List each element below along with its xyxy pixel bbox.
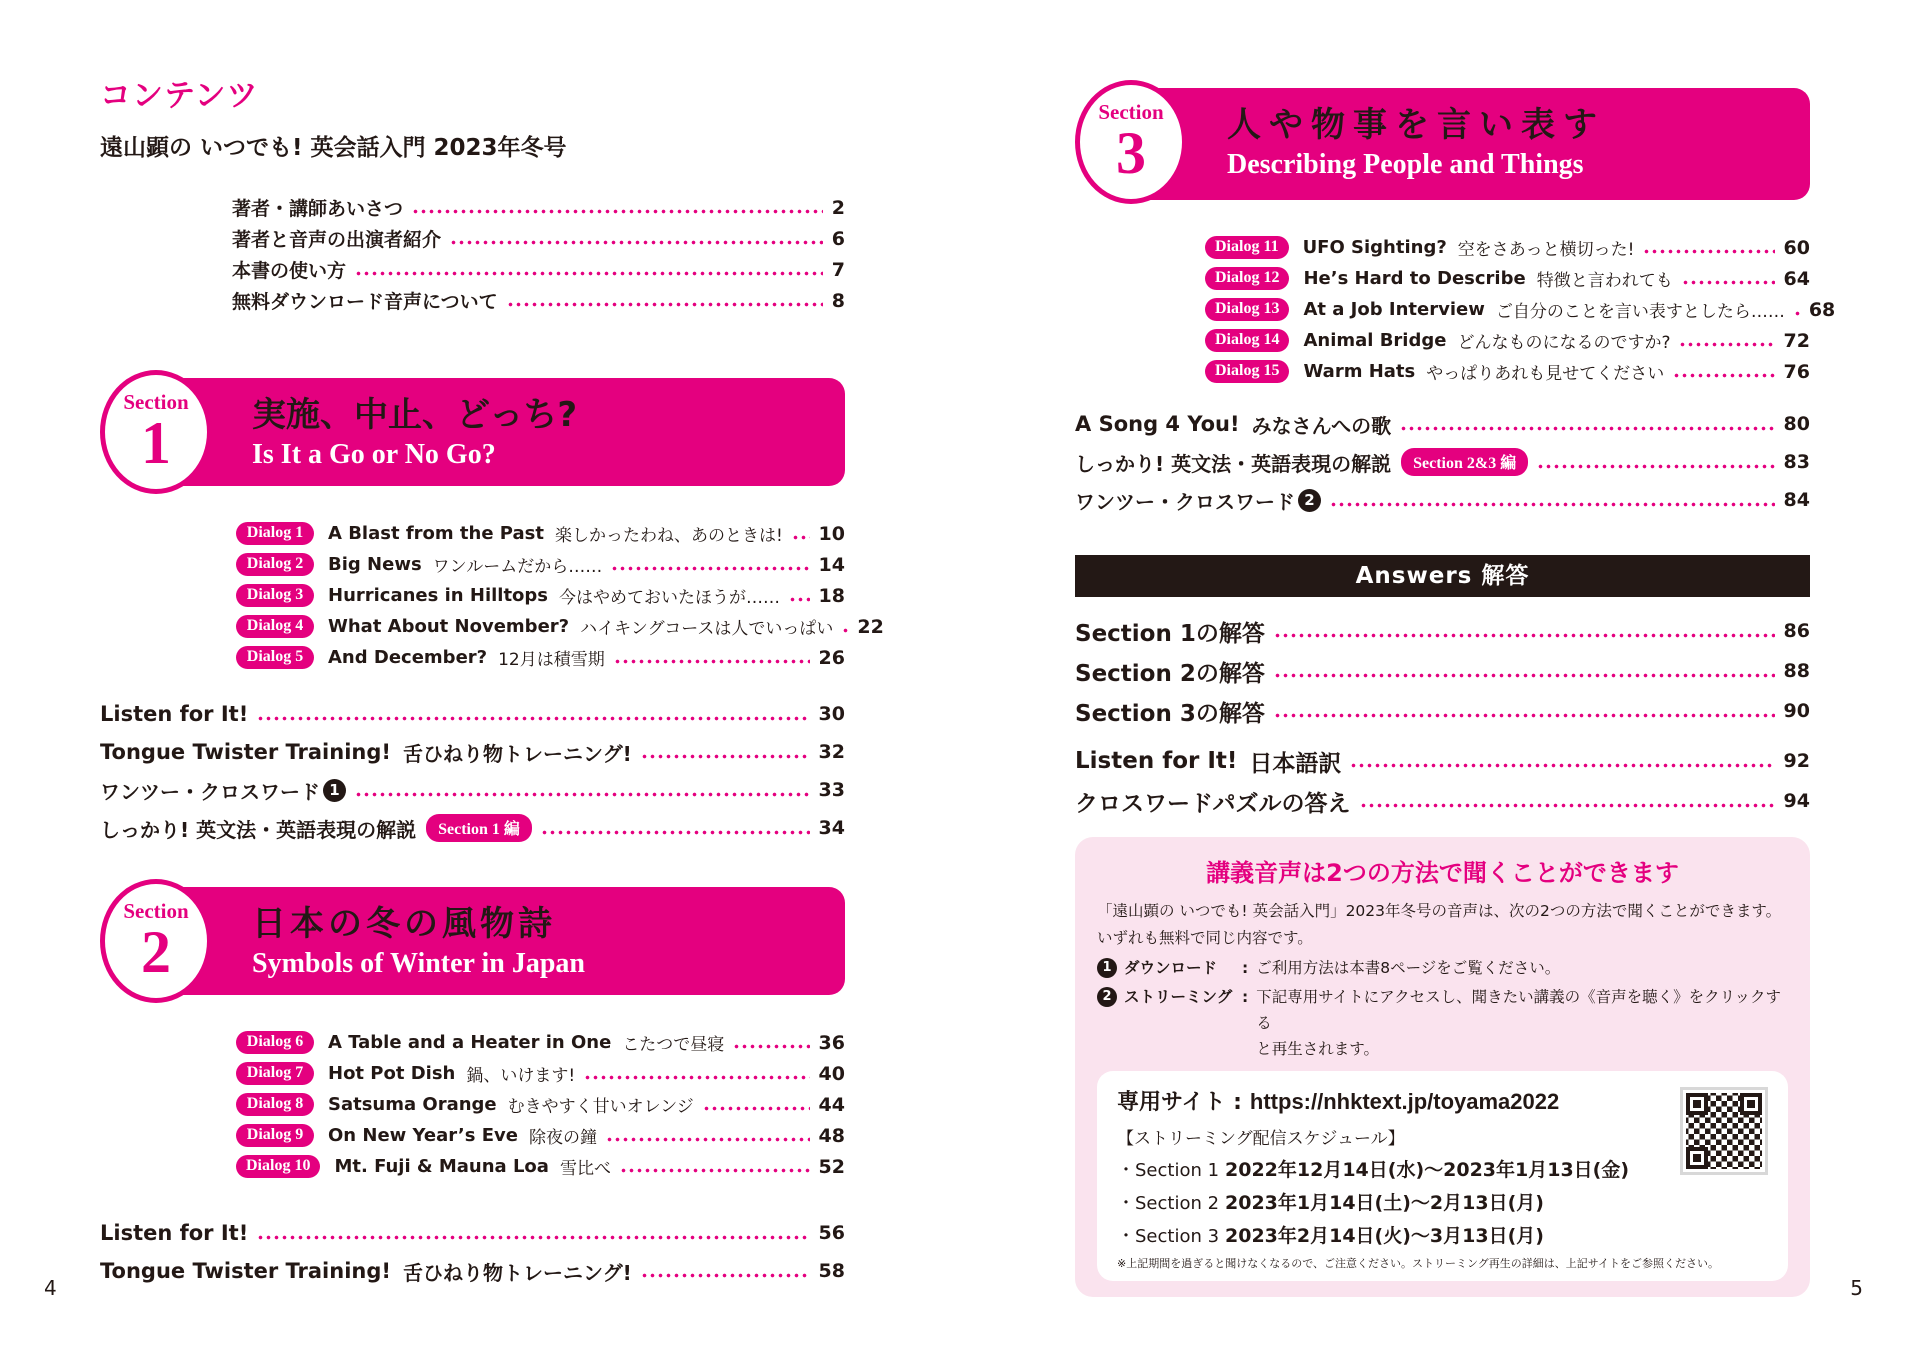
toc-entry-dialog [236,1027,845,1058]
dotted-leader [641,1272,810,1279]
toc-entry-dialog [1205,263,1810,294]
audio-method-download [1097,955,1788,981]
dialog-subtitle: 除夜の鐘 [528,1128,597,1148]
schedule-label: ・Section 3 [1117,1226,1220,1247]
entry-label-ja: 日本語訳 [1249,750,1342,777]
page-ref: 6 [831,227,845,250]
audio-body-line: いずれも無料で同じ内容です。 [1097,929,1313,947]
page-ref: 72 [1783,329,1810,352]
toc-entry [1075,443,1810,481]
schedule-row [1117,1221,1768,1248]
toc-entry [100,771,845,809]
toc-entry-dialog [1205,356,1810,387]
dialog-subtitle: 空をさあっと横切った! [1457,240,1635,260]
folio-right: 5 [1850,1276,1863,1300]
method-text: ご利用方法は本書8ページをご覧ください。 [1256,959,1561,977]
page-ref: 86 [1783,620,1810,642]
section-title-ja: 実施、中止、どっち? [252,395,578,435]
page-ref: 58 [818,1260,845,1282]
schedule-range: 2022年12月14日(水)〜2023年1月13日(金) [1225,1159,1630,1181]
site-label: 専用サイト : [1117,1090,1242,1115]
toc-entry-dialog [236,518,845,549]
page-ref: 8 [831,289,845,312]
dialog-badge: Dialog 7 [236,1062,314,1085]
section-title-ja: 人や物事を言い表す [1227,105,1605,145]
entry-label-ja: みなさんへの歌 [1251,413,1392,438]
dialog-title: Warm Hats [1303,361,1416,382]
dotted-leader [614,658,810,665]
toc-entry-dialog [236,549,845,580]
dotted-leader [703,1105,810,1112]
toc-entry [232,223,845,254]
section-3-dialog-list [1205,232,1836,387]
entry-label: Section 2の解答 [1075,660,1265,687]
entry-label: Tongue Twister Training! [100,740,391,764]
section-number: 3 [1116,120,1146,186]
toc-entry-dialog [236,1151,845,1182]
audio-box-body [1097,898,1788,952]
method-label: ストリーミング [1124,988,1233,1006]
page-ref: 18 [818,584,845,607]
dialog-badge: Dialog 11 [1205,236,1289,259]
section-title-en: Is It a Go or No Go? [252,439,496,470]
book-title: 遠山顕の いつでも! 英会話入門 2023年冬号 [100,135,567,161]
section-2-banner [100,887,845,995]
dialog-title: What About November? [328,616,570,637]
page-ref: 33 [818,779,845,801]
entry-label: ワンツー・クロスワード [100,779,320,804]
dotted-leader [541,829,810,836]
toc-entry-dialog [1205,294,1836,325]
site-line [1117,1085,1768,1116]
toc-entry [232,192,845,223]
entry-label: しっかり! 英文法・英語表現の解説 [100,817,417,842]
section-number-badge [100,370,212,494]
answers-header: Answers 解答 [1075,555,1810,597]
toc-entry [1075,741,1810,781]
front-matter-list [232,192,845,316]
dialog-title: And December? [328,647,488,668]
left-page-column [100,70,884,1290]
page-ref: 90 [1783,700,1810,722]
section-number-badge [100,879,212,1003]
dialog-title: UFO Sighting? [1302,237,1447,258]
entry-label-ja: 舌ひねり物トレーニング! [402,741,632,766]
schedule-row [1117,1188,1768,1215]
entry-label: クロスワードパズルの答え [1075,790,1351,817]
page-ref: 7 [831,258,845,281]
dialog-title: On New Year’s Eve [328,1125,518,1146]
section-number-badge [1075,80,1187,204]
entry-label: Listen for It! [100,1221,249,1245]
toc-entry [232,285,845,316]
dialog-subtitle: こたつで昼寝 [622,1035,725,1055]
dotted-leader [507,301,823,308]
dialog-badge: Dialog 8 [236,1093,314,1116]
dotted-leader [1643,248,1774,255]
dotted-leader [450,239,823,246]
translation-list [1075,741,1810,821]
method-text-line: 下記専用サイトにアクセスし、聞きたい講義の《音声を聴く》をクリックする [1256,988,1782,1032]
page-ref: 32 [818,741,845,763]
dialog-subtitle: ハイキングコースは人でいっぱい [580,619,834,639]
dialog-badge: Dialog 13 [1205,298,1289,321]
toc-entry-dialog [236,1089,845,1120]
dotted-leader [1274,672,1775,679]
toc-entry-dialog [236,580,845,611]
circled-number-icon: 2 [1298,489,1321,512]
dialog-subtitle: 雪比べ [559,1159,611,1179]
audio-method-streaming [1097,984,1788,1062]
toc-entry [1075,611,1810,651]
section-1-banner [100,378,845,486]
schedule-range: 2023年1月14日(土)〜2月13日(月) [1225,1192,1544,1214]
section-title-en: Describing People and Things [1227,149,1584,180]
page-ref: 76 [1783,360,1810,383]
page-ref: 44 [818,1093,845,1116]
page-ref: 92 [1783,750,1810,772]
dotted-leader [1400,425,1774,432]
toc-entry [100,809,845,847]
toc-entry [100,1252,845,1290]
circled-number-icon: 2 [1097,987,1117,1007]
dialog-title: Big News [328,554,422,575]
page-ref: 83 [1783,451,1810,473]
page-ref: 36 [818,1031,845,1054]
page-ref: 34 [818,817,845,839]
dialog-badge: Dialog 5 [236,646,314,669]
site-url[interactable]: https://nhktext.jp/toyama2022 [1249,1089,1560,1114]
streaming-site-box [1097,1071,1788,1281]
section-titles [252,896,585,980]
schedule-title: 【ストリーミング配信スケジュール】 [1117,1129,1405,1149]
page-ref: 80 [1783,413,1810,435]
method-text [1256,984,1788,1062]
page-ref: 14 [818,553,845,576]
dialog-badge: Dialog 2 [236,553,314,576]
dotted-leader [257,1234,809,1241]
dialog-subtitle: 特徴と言われても [1536,271,1673,291]
dotted-leader [1794,310,1800,317]
circled-number-icon: 1 [323,779,346,802]
schedule-range: 2023年2月14日(火)〜3月13日(月) [1225,1225,1544,1247]
section-titles [252,387,577,471]
dialog-subtitle: ワンルームだから…… [432,557,603,577]
dialog-title: Hurricanes in Hilltops [328,585,549,606]
dotted-leader [355,791,810,798]
dotted-leader [584,1074,809,1081]
toc-entry [1075,781,1810,821]
dialog-subtitle: 今はやめておいたほうが…… [559,588,781,608]
page-ref: 48 [818,1124,845,1147]
section-2-dialog-list [236,1027,845,1182]
dialog-title: A Blast from the Past [328,523,544,544]
section-word: Section [123,899,189,923]
page-ref: 94 [1783,790,1810,812]
dotted-leader [789,596,810,603]
method-label: ダウンロード [1124,959,1218,977]
toc-entry [100,695,845,733]
page-ref: 10 [818,522,845,545]
dotted-leader [1537,463,1774,470]
right-page-column [1075,60,1836,1297]
page-ref: 56 [818,1222,845,1244]
dotted-leader [1360,802,1775,809]
page-ref: 52 [818,1155,845,1178]
dialog-subtitle: 楽しかったわね、あのときは! [554,526,783,546]
toc-entry [100,733,845,771]
dotted-leader [1274,632,1775,639]
dotted-leader [611,565,809,572]
page-ref: 88 [1783,660,1810,682]
section-title-ja: 日本の冬の風物詩 [252,904,556,944]
section-titles [1227,97,1605,181]
dotted-leader [1679,341,1774,348]
entry-label: Tongue Twister Training! [100,1259,391,1283]
page-ref: 84 [1783,489,1810,511]
dialog-subtitle: やっぱりあれも見せてください [1426,364,1665,384]
section-3-extras [1075,405,1810,519]
page-ref: 40 [818,1062,845,1085]
schedule-label: ・Section 1 [1117,1160,1220,1181]
page-ref: 22 [857,615,884,638]
entry-label: Listen for It! [1075,748,1238,774]
toc-entry [1075,481,1810,519]
entry-label: 著者・講師あいさつ [232,198,404,220]
toc-entry [1075,651,1810,691]
dotted-leader [1330,501,1775,508]
dialog-title: Animal Bridge [1303,330,1447,351]
dialog-badge: Dialog 9 [236,1124,314,1147]
qr-finder-icon [1686,1147,1708,1169]
audio-info-box [1075,837,1810,1297]
dotted-leader [606,1136,810,1143]
section-1-extras [100,695,845,847]
section-word: Section [1098,100,1164,124]
section-number: 1 [141,410,171,476]
section-edition-badge: Section 1 編 [426,814,532,842]
method-colon: : [1242,988,1249,1006]
toc-entry-dialog [1205,325,1810,356]
page-ref: 64 [1783,267,1810,290]
dialog-title: A Table and a Heater in One [328,1032,612,1053]
section-1-dialog-list [236,518,884,673]
dialog-badge: Dialog 10 [236,1155,320,1178]
dialog-title: Satsuma Orange [328,1094,497,1115]
entry-label: A Song 4 You! [1075,412,1240,436]
schedule-row [1117,1155,1768,1182]
schedule-note: ※上記期間を過ぎると聞けなくなるので、ご注意ください。ストリーミング再生の詳細は、上記サイトをご参照ください。 [1117,1257,1720,1270]
section-number: 2 [141,919,171,985]
circled-number-icon: 1 [1097,958,1117,978]
answers-list [1075,611,1810,731]
page-title: コンテンツ [100,78,259,114]
entry-label: Section 3の解答 [1075,700,1265,727]
page-ref: 2 [831,196,845,219]
page-ref: 68 [1808,298,1836,321]
entry-label: ワンツー・クロスワード [1075,489,1295,514]
toc-entry-dialog [236,1120,845,1151]
section-word: Section [123,390,189,414]
schedule-label: ・Section 2 [1117,1193,1220,1214]
entry-label: 無料ダウンロード音声について [232,291,498,313]
dotted-leader [355,270,823,277]
dialog-subtitle: どんなものになるのですか? [1457,333,1671,353]
dotted-leader [842,627,848,634]
section-2-extras [100,1214,845,1290]
toc-entry [1075,405,1810,443]
audio-box-title: 講義音声は2つの方法で聞くことができます [1206,859,1679,887]
dotted-leader [257,715,809,722]
dotted-leader [1350,762,1774,769]
dialog-title: At a Job Interview [1303,299,1485,320]
dialog-badge: Dialog 3 [236,584,314,607]
toc-entry [100,1214,845,1252]
toc-entry-dialog [236,611,884,642]
entry-label-ja: 舌ひねり物トレーニング! [402,1260,632,1285]
page-ref: 30 [818,703,845,725]
dialog-badge: Dialog 4 [236,615,314,638]
toc-entry-dialog [236,1058,845,1089]
section-title-en: Symbols of Winter in Japan [252,948,585,979]
qr-code-icon [1680,1087,1768,1175]
dialog-title: He’s Hard to Describe [1303,268,1526,289]
dialog-subtitle: 12月は積雪期 [498,650,605,670]
page-ref: 26 [818,646,845,669]
dotted-leader [1682,279,1775,286]
dialog-subtitle: むきやすく甘いオレンジ [507,1097,694,1117]
dialog-badge: Dialog 12 [1205,267,1289,290]
method-colon: : [1242,959,1249,977]
entry-label: しっかり! 英文法・英語表現の解説 [1075,451,1392,476]
toc-entry-dialog [236,642,845,673]
page-ref: 60 [1783,236,1810,259]
entry-label: Listen for It! [100,702,249,726]
entry-label: Section 1の解答 [1075,620,1265,647]
section-3-banner [1075,88,1810,200]
section-edition-badge: Section 2&3 編 [1401,448,1528,476]
dotted-leader [1673,372,1774,379]
dialog-subtitle: ご自分のことを言い表すとしたら…… [1495,302,1785,322]
toc-entry [1075,691,1810,731]
dotted-leader [620,1167,810,1174]
toc-entry-dialog [1205,232,1810,263]
dotted-leader [641,753,810,760]
dialog-badge: Dialog 6 [236,1031,314,1054]
folio-left: 4 [44,1276,57,1300]
entry-label: 著者と音声の出演者紹介 [232,229,442,251]
dialog-badge: Dialog 1 [236,522,314,545]
dotted-leader [412,208,823,215]
dialog-subtitle: 鍋、いけます! [466,1066,576,1086]
dotted-leader [1274,712,1775,719]
qr-finder-icon [1686,1093,1708,1115]
qr-finder-icon [1740,1093,1762,1115]
audio-body-line: 「遠山顕の いつでも! 英会話入門」2023年冬号の音声は、次の2つの方法で聞くことができます。 [1097,902,1782,920]
dialog-title: Mt. Fuji & Mauna Loa [334,1156,549,1177]
entry-label: 本書の使い方 [232,260,347,282]
method-text-line: と再生されます。 [1256,1040,1379,1058]
dialog-badge: Dialog 14 [1205,329,1289,352]
dotted-leader [792,534,810,541]
toc-entry [232,254,845,285]
dotted-leader [733,1043,809,1050]
dialog-badge: Dialog 15 [1205,360,1289,383]
dialog-title: Hot Pot Dish [328,1063,456,1084]
